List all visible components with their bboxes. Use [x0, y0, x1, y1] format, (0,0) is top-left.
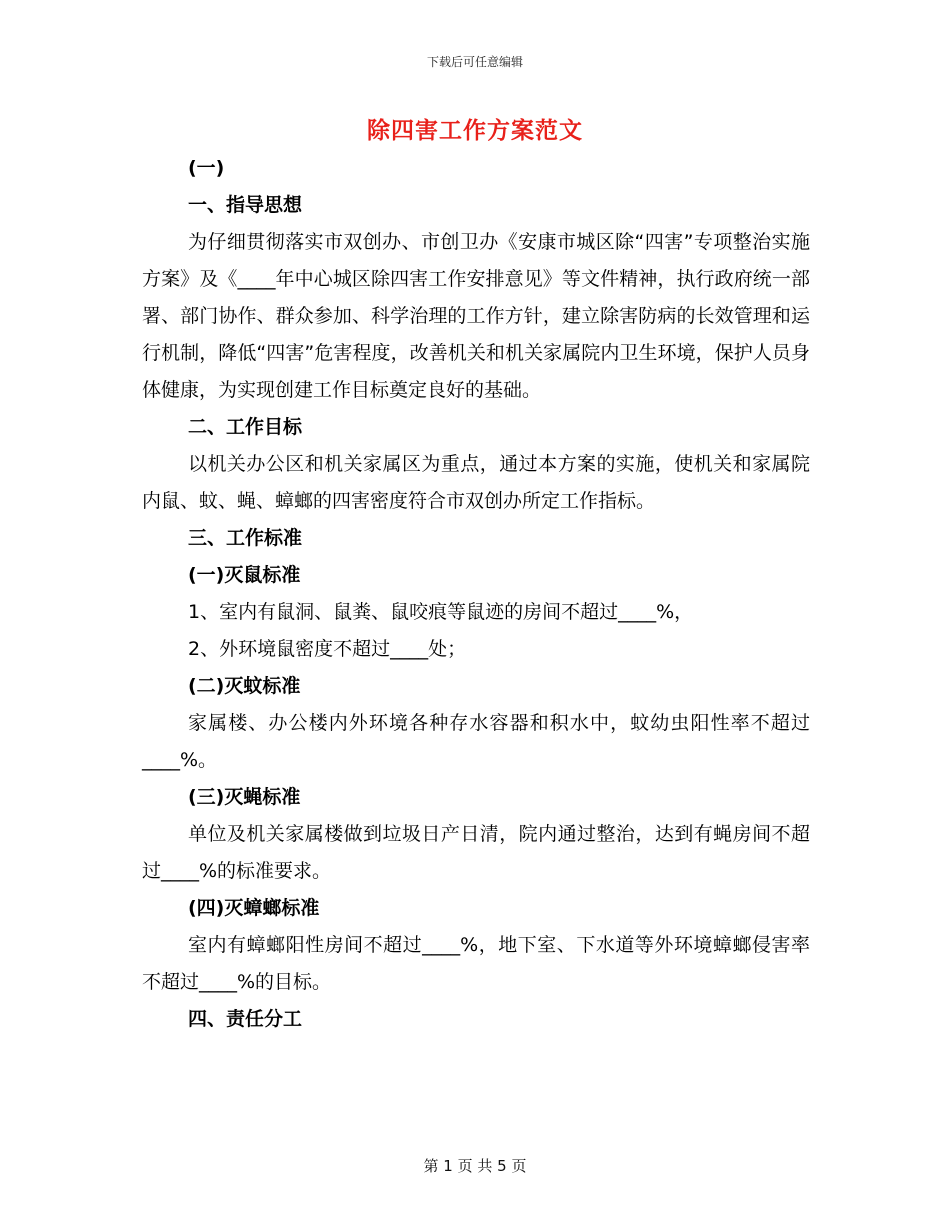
guiding-ideology-paragraph: 为仔细贯彻落实市双创办、市创卫办《安康市城区除“四害”专项整治实施方案》及《____年中心城区除四害工作安排意见》等文件精神，执行政府统一部署、部门协作、群众参加、科学治理的工作方针，建立除害防病的长效管理和运行机制，降低“四害”危害程度，改善机关和机关家属院内卫生环境，保护人员身体健康，为实现创建工作目标奠定良好的基础。 [142, 231, 810, 401]
rat-control-item-2: 2、外环境鼠密度不超过____处； [188, 638, 467, 660]
subheading-rat-control: (一)灭鼠标准 [188, 564, 301, 586]
section-heading-responsibility: 四、责任分工 [188, 1008, 303, 1030]
subheading-fly-control: (三)灭蝇标准 [188, 786, 301, 808]
work-goals-paragraph: 以机关办公区和机关家属区为重点，通过本方案的实施，使机关和家属院内鼠、蚊、蝇、蟑螂的四害密度符合市双创办所定工作指标。 [142, 453, 810, 512]
section-heading-work-standards: 三、工作标准 [188, 527, 303, 549]
section-heading-guiding-ideology: 一、指导思想 [188, 194, 303, 216]
document-body [142, 150, 810, 1038]
page-footer: 第 1 页 共 5 页 [423, 1157, 527, 1175]
subheading-mosquito-control: (二)灭蚊标准 [188, 675, 301, 697]
mosquito-control-paragraph: 家属楼、办公楼内外环境各种存水容器和积水中，蚊幼虫阳性率不超过____%。 [142, 712, 810, 771]
rat-control-item-1: 1、室内有鼠洞、鼠粪、鼠咬痕等鼠迹的房间不超过____%， [188, 601, 694, 623]
subheading-cockroach-control: (四)灭蟑螂标准 [188, 897, 320, 919]
section-heading-work-goals: 二、工作目标 [188, 416, 303, 438]
document-title: 除四害工作方案范文 [367, 118, 583, 144]
page-header: 下载后可任意编辑 [426, 55, 523, 69]
cockroach-control-paragraph: 室内有蟑螂阳性房间不超过____%，地下室、下水道等外环境蟑螂侵害率不超过____%的目标。 [142, 934, 810, 993]
part-label: (一) [188, 157, 225, 179]
fly-control-paragraph: 单位及机关家属楼做到垃圾日产日清，院内通过整治，达到有蝇房间不超过____%的标准要求。 [142, 823, 810, 882]
